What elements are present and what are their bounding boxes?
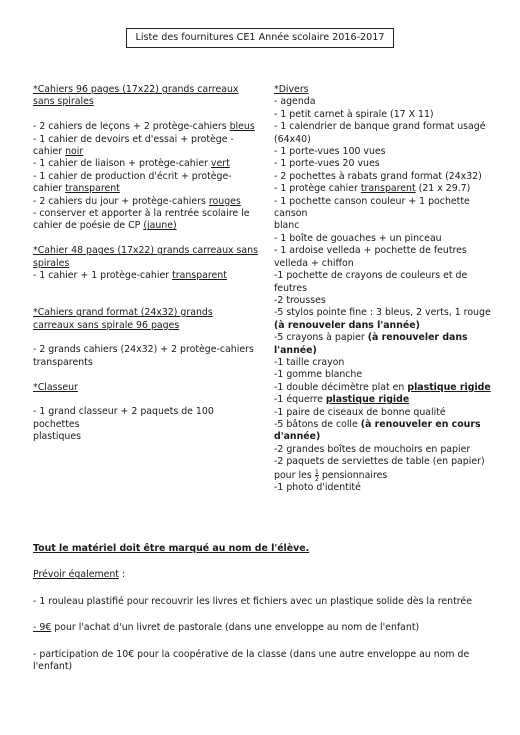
list-item: -2 trousses [274, 294, 326, 306]
list-item: -1 double décimètre plat en plastique rigide [274, 381, 491, 393]
section-divers-head: *Divers [274, 84, 309, 95]
document-title: Liste des fournitures CE1 Année scolaire 2016-2017 [135, 31, 385, 43]
list-item: - 1 porte-vues 100 vues [274, 146, 386, 158]
right-column [274, 84, 494, 494]
section-cahier-48-head-cont: spirales [33, 257, 70, 269]
bottom-section [33, 543, 503, 673]
list-item: -2 grandes boîtes de mouchoirs en papier [274, 443, 471, 455]
list-item: - 1 calendrier de banque grand format usagé [274, 121, 486, 133]
list-item-cont: blanc [274, 220, 300, 232]
list-item-cont: d'année) [274, 431, 321, 443]
section-classeur-head: *Classeur [33, 381, 78, 393]
section-cahiers-96-head-cont: sans spirales [33, 96, 94, 108]
list-item: - 1 petit carnet à spirale (17 X 11) [274, 108, 434, 120]
list-item: - 1 grand classeur + 2 paquets de 100 pochettes [33, 406, 214, 430]
list-item: - 2 grands cahiers (24x32) + 2 protège-cahiers [33, 344, 254, 356]
list-item-cont: cahier de poésie de CP (jaune) [33, 220, 177, 232]
list-item: - 2 cahiers de leçons + 2 protège-cahiers bleus [33, 121, 255, 133]
list-item: - conserver et apporter à la rentrée scolaire le [33, 208, 250, 220]
list-item: -5 bâtons de colle (à renouveler en cours [274, 418, 481, 430]
section-grand-format-head: *Cahiers grand format (24x32) grands [33, 307, 213, 319]
section-cahiers-96-head: *Cahiers 96 pages (17x22) grands carreaux [33, 84, 239, 95]
list-item-cont: (64x40) [274, 133, 311, 145]
list-item: -1 photo d'identité [274, 482, 361, 493]
list-item-cont: transparents [33, 356, 93, 368]
list-item-cont: cahier noir [33, 146, 84, 158]
list-item-cont: cahier transparent [33, 183, 120, 195]
list-item: -2 paquets de serviettes de table (en papier) [274, 456, 485, 468]
prevoir-item-rouleau: - 1 rouleau plastifié pour recouvrir les livres et fichiers avec un plastique solide dès la rentrée [33, 595, 472, 607]
left-column [33, 84, 263, 444]
prevoir-item-pastorale: - 9€ pour l'achat d'un livret de pastorale (dans une enveloppe au nom de l'enfant) [33, 622, 420, 634]
list-item-cont: feutres [274, 282, 307, 294]
list-item: -1 paire de ciseaux de bonne qualité [274, 406, 446, 418]
list-item-cont: (à renouveler dans l'année) [274, 319, 420, 331]
list-item: - 2 cahiers du jour + protège-cahiers rouges [33, 195, 241, 207]
list-item-cont: velleda + chiffon [274, 257, 354, 269]
list-item-cont: pour les $\frac{1}{2}$ pensionnaires [274, 467, 388, 483]
list-item: -1 pochette de crayons de couleurs et de [274, 270, 468, 282]
list-item: -1 équerre plastique rigide [274, 394, 410, 406]
list-item: - 2 pochettes à rabats grand format (24x32) [274, 170, 482, 182]
list-item: -5 stylos pointe fine : 3 bleus, 2 verts, 1 rouge [274, 307, 491, 319]
prevoir-item-cooperative: - participation de 10€ pour la coopérative de la classe (dans une autre enveloppe au nom de l'enfant) [33, 648, 470, 673]
list-item: - 1 porte-vues 20 vues [274, 158, 380, 170]
list-item: - 1 protège cahier transparent (21 x 29.7) [274, 183, 471, 195]
fraction-half: $\frac{1}{2}$ [314, 467, 319, 483]
list-item: - 1 boîte de gouaches + un pinceau [274, 232, 442, 244]
list-item-cont: plastiques [33, 431, 82, 443]
list-item: - 1 cahier de liaison + protège-cahier vert [33, 158, 230, 170]
list-item: -1 taille crayon [274, 356, 345, 368]
section-grand-format-head-cont: carreaux sans spirale 96 pages [33, 319, 180, 331]
prevoir-line: Prévoir également : [33, 569, 126, 581]
list-item: -5 crayons à papier (à renouveler dans l'année) [274, 332, 468, 356]
list-item: - 1 cahier de production d'écrit + protège- [33, 170, 232, 182]
notice-marking: Tout le matériel doit être marqué au nom de l'élève. [33, 543, 310, 554]
list-item: - 1 pochette canson couleur + 1 pochette canson [274, 195, 470, 220]
list-item: - 1 ardoise velleda + pochette de feutres [274, 245, 467, 257]
list-item: - agenda [274, 96, 316, 108]
list-item: -1 gomme blanche [274, 369, 363, 381]
list-item: - 1 cahier + 1 protège-cahier transparent [33, 270, 227, 282]
section-cahier-48-head: *Cahier 48 pages (17x22) grands carreaux sans [33, 245, 258, 257]
title-box [126, 28, 394, 48]
list-item: - 1 cahier de devoirs et d'essai + protège - [33, 133, 234, 145]
